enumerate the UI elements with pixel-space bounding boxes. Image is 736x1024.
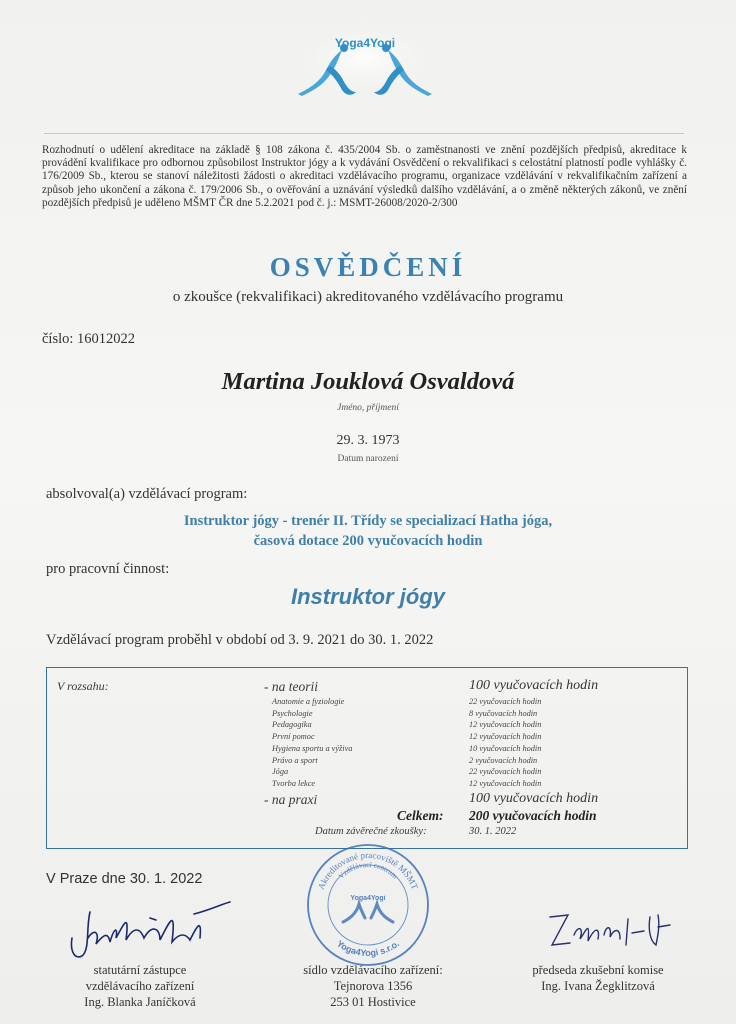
subject-hours: 12 vyučovacích hodin [469,720,542,730]
subject-hours: 8 vyučovacích hodin [469,708,538,718]
address-label: sídlo vzdělávacího zařízení: [303,963,443,977]
stamp-yoga-icon [343,904,393,922]
name-label: Jméno, příjmení [337,403,399,413]
certificate-subtitle: o zkoušce (rekvalifikaci) akreditovaného vzdělávacího programu [172,289,564,305]
svg-text:Yoga4Yogi s.r.o. [335,938,401,958]
scope-label: V rozsahu: [57,679,109,693]
subject-name: Hygiena sportu a výživa [272,743,353,753]
subject-hours-list [469,696,541,790]
left-name: Ing. Blanka Janíčková [84,995,196,1009]
birth-date: 29. 3. 1973 [336,433,400,448]
left-role-2: vzdělávacího zařízení [85,979,195,993]
subject-hours: 10 vyučovacích hodin [469,743,542,753]
accreditation-text: Rozhodnutí o udělení akreditace na základě § 108 zákona č. 435/2004 Sb. o zaměstnanosti ve znění pozdějších předpisů, akreditace k provádění kvalifikace pro odbornou způsobilost Instruktor jógy a k vydávání Osvědčení o rekvalifikaci s celostátní platností podle vyhlášky č. 176/2009 Sb., kterou se stanoví náležitosti žádosti o akreditaci vzdělávacího programu, organizace vzdělávání v rekvalifikačním zařízení a způsob jeho ukončení a zákona č. 179/2006 Sb., o ověřování a uznávání výsledků dalšího vzdělávání, a o změně některých zákonů, ve znění pozdějších předpisů je uděleno MŠMT ČR dne 5.2.2021 pod č. j.: MSMT-26008/2020-2/300 [42,144,687,209]
theory-label: - na teorii [264,679,318,694]
signature-left [60,898,240,966]
subject-hours: 12 vyučovacích hodin [469,732,542,742]
subject-hours: 22 vyučovacích hodin [469,767,542,777]
place-date: V Praze dne 30. 1. 2022 [46,871,203,887]
signature-right [540,905,680,955]
practice-label: - na praxi [264,792,318,807]
scope-box [46,667,688,849]
completed-label: absolvoval(a) vzdělávací program: [46,486,248,502]
right-signatory [498,962,698,994]
stamp-inner-text: Vzdělávací centrum [336,859,400,881]
address-street: Tejnorova 1356 [333,979,413,993]
subject-hours: 2 vyučovacích hodin [469,755,538,765]
subject-name: Tvorba lekce [272,778,316,788]
exam-date-label: Datum závěrečné zkoušky: [315,826,427,837]
activity-title: Instruktor jógy [290,584,445,609]
subject-name: Psychologie [272,708,313,718]
certificate-title: OSVĚDČENÍ [269,252,467,282]
program-period: Vzdělávací program proběhl v období od 3. 9. 2021 do 30. 1. 2022 [46,632,434,648]
certificate-number: číslo: 16012022 [42,331,136,347]
left-signatory [40,962,240,1010]
practice-hours: 100 vyučovacích hodin [469,791,599,806]
total-hours: 200 vyučovacích hodin [469,808,597,823]
address-city: 253 01 Hostivice [330,995,416,1009]
left-role-1: statutární zástupce [93,963,187,977]
stamp-top-text: Akreditované pracoviště MŠMT [315,849,421,891]
subject-name: Pedagogika [272,720,312,730]
stamp-bottom-text: Yoga4Yogi s.r.o. [334,938,402,959]
activity-label: pro pracovní činnost: [46,561,170,577]
subject-hours: 12 vyučovacích hodin [469,778,542,788]
subject-name: Právo a sport [272,755,318,765]
subject-hours: 22 vyučovacích hodin [469,697,542,706]
theory-hours: 100 vyučovacích hodin [469,678,599,693]
subject-name: Anatomie a fyziologie [272,697,345,706]
subject-name: Jóga [272,767,289,777]
subject-name: První pomoc [272,732,315,742]
logo-text: Yoga4Yogi [334,36,396,50]
holder-name: Martina Jouklová Osvaldová [221,368,515,395]
birth-label: Datum narození [337,454,399,464]
exam-date: 30. 1. 2022 [469,826,517,837]
right-name: Ing. Ivana Žegklitzová [541,979,655,993]
program-line-1: Instruktor jógy - trenér II. Třídy se specializací Hatha jóga, [183,513,553,529]
header-divider [44,133,684,134]
total-label: Celkem: [397,808,444,823]
right-role: předseda zkušební komise [532,963,664,977]
stamp-logo-text: Yoga4Yogi [350,895,386,902]
yoga4yogi-logo [280,18,450,103]
official-stamp [303,840,433,970]
subject-list [272,696,352,790]
program-line-2: časová dotace 200 vyučovacích hodin [253,533,483,549]
svg-text:Akreditované pracoviště MŠMT [316,850,420,891]
